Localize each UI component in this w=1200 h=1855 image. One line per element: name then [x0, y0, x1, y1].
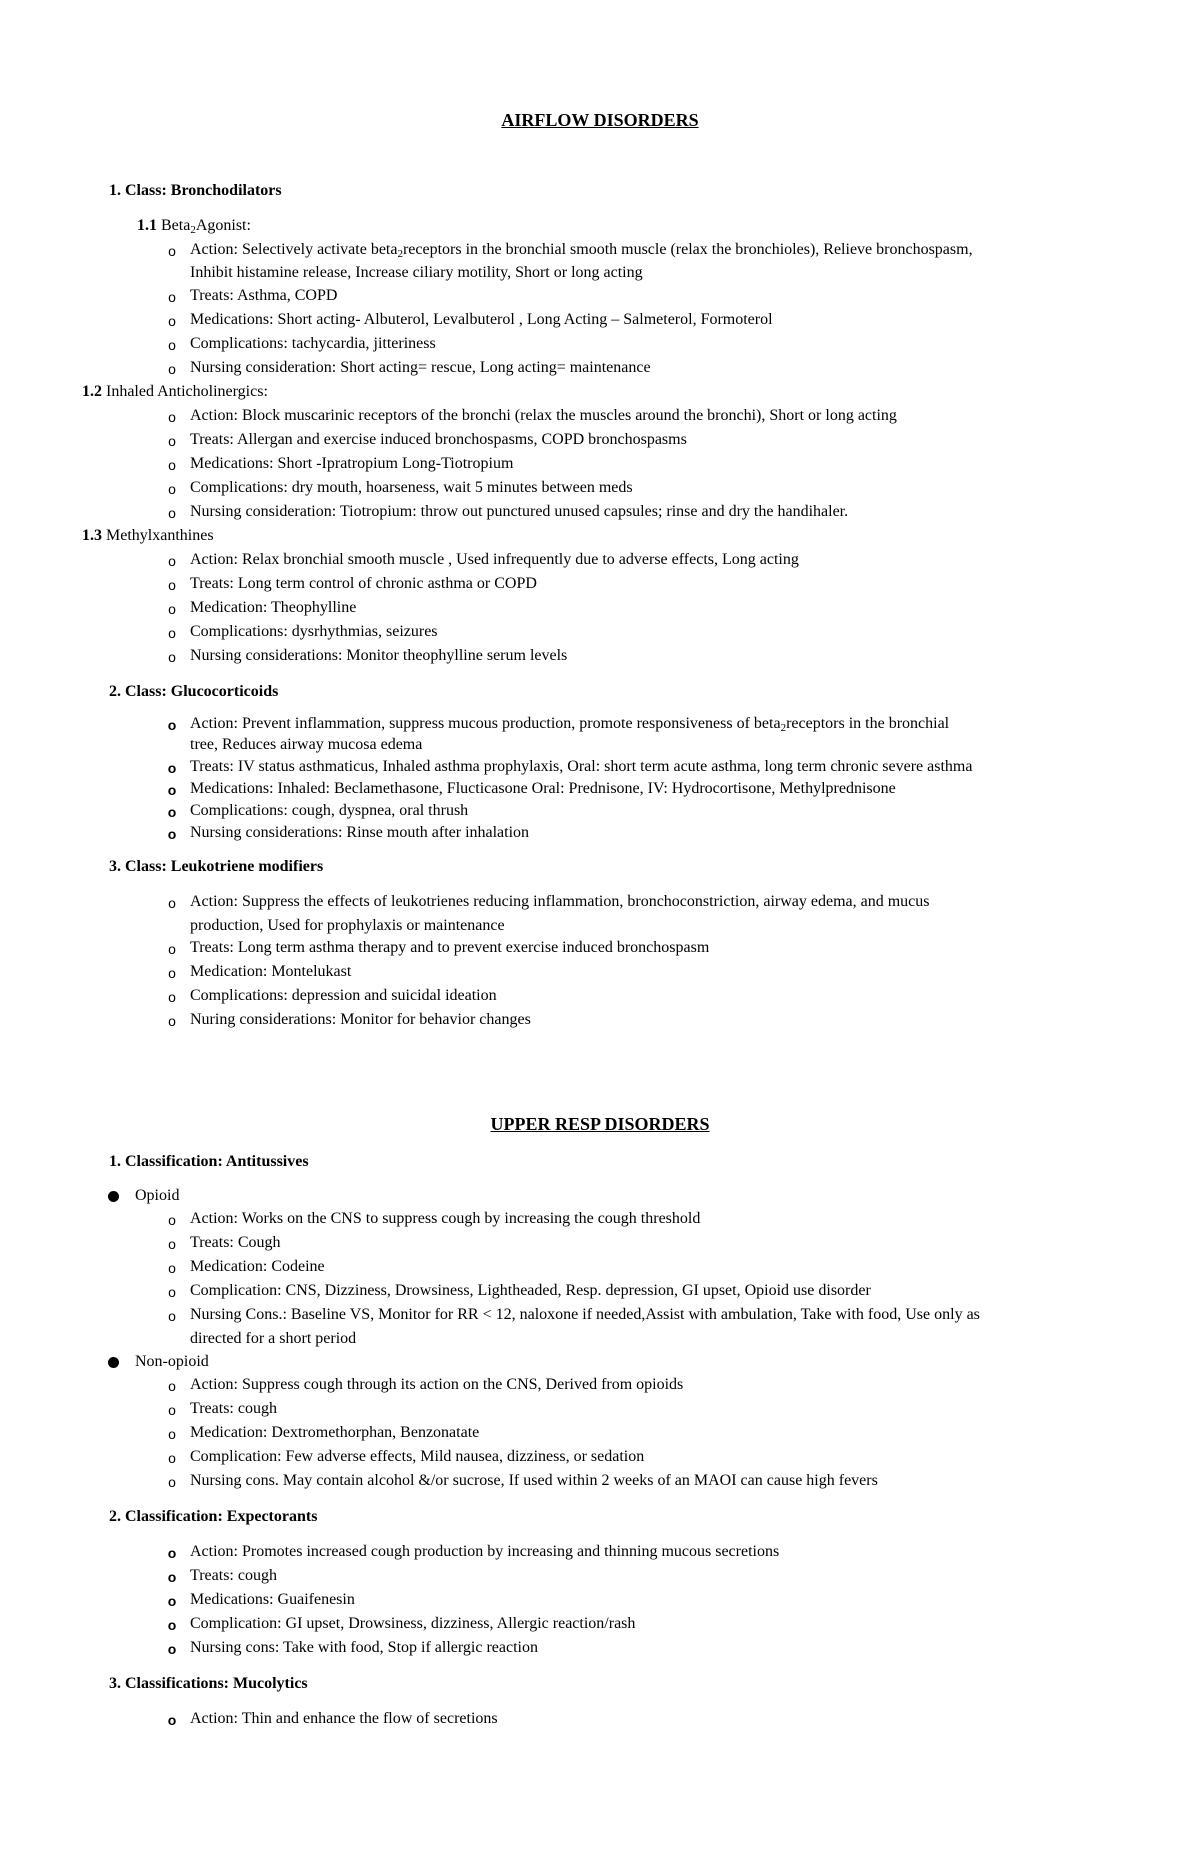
list-item: Action: Suppress the effects of leukotrienes reducing inflammation, bronchoconstriction, airway edema, and mucus [190, 893, 930, 910]
list-item: Nursing cons: Take with food, Stop if allergic reaction [190, 1639, 538, 1656]
list-item: Complication: Few adverse effects, Mild nausea, dizziness, or sedation [190, 1448, 645, 1465]
bullet-icon: o [167, 1641, 177, 1657]
list-item-continuation: directed for a short period [190, 1330, 357, 1347]
bullet-icon: o [168, 337, 176, 353]
bullet-icon: o [168, 1402, 176, 1418]
bullet-icon: o [167, 1545, 177, 1561]
bullet-icon: o [168, 1426, 176, 1442]
upper-class2-label: 2. Classification: Expectorants [109, 1508, 318, 1525]
bullet-icon: o [167, 1617, 177, 1633]
bullet-icon: o [168, 989, 176, 1005]
list-item: Medication: Montelukast [190, 963, 352, 980]
class1-label: 1. Class: Bronchodilators [109, 182, 282, 199]
bullet-icon: o [168, 1236, 176, 1252]
list-item: Treats: Allergan and exercise induced bronchospasms, COPD bronchospasms [190, 431, 687, 448]
list-item: Nursing consideration: Short acting= rescue, Long acting= maintenance [190, 359, 651, 376]
bullet-icon: o [167, 804, 177, 820]
list-item: Nuring considerations: Monitor for behavior changes [190, 1011, 531, 1028]
bullet-icon: o [168, 1308, 176, 1324]
bullet-icon: o [168, 601, 176, 617]
bullet-icon: o [168, 457, 176, 473]
upper-class1-label: 1. Classification: Antitussives [109, 1153, 309, 1170]
bullet-icon: o [168, 1212, 176, 1228]
list-item: Medications: Short acting- Albuterol, Levalbuterol , Long Acting – Salmeterol, Formoterol [190, 311, 773, 328]
list-item: Nursing considerations: Rinse mouth after inhalation [190, 824, 530, 841]
bullet-icon: o [167, 826, 177, 842]
bullet-icon: o [168, 409, 176, 425]
nonopioid-heading: Non-opioid [135, 1353, 209, 1370]
list-item: Treats: IV status asthmaticus, Inhaled asthma prophylaxis, Oral: short term acute asthma, long term chronic severe asthma [190, 758, 973, 775]
bullet-icon: o [168, 505, 176, 521]
list-item: Treats: cough [190, 1400, 277, 1417]
list-item: Medications: Short -Ipratropium Long-Tiotropium [190, 455, 514, 472]
list-item: Medication: Dextromethorphan, Benzonatate [190, 1424, 480, 1441]
bullet-icon: o [168, 1260, 176, 1276]
bullet-icon: o [168, 625, 176, 641]
list-item: Action: Prevent inflammation, suppress mucous production, promote responsiveness of beta$_2$receptors in the bronchial [190, 715, 950, 734]
bullet-icon: o [167, 717, 177, 733]
list-item: Action: Works on the CNS to suppress cough by increasing the cough threshold [190, 1210, 701, 1227]
bullet-dot-icon [108, 1191, 119, 1202]
opioid-heading: Opioid [135, 1187, 180, 1204]
bullet-icon: o [168, 941, 176, 957]
bullet-dot-icon [108, 1357, 119, 1368]
sub3-heading: 1.3 Methylxanthines [82, 527, 214, 544]
list-item: Nursing consideration: Tiotropium: throw out punctured unused capsules; rinse and dry the handihaler. [190, 503, 849, 520]
bullet-icon: o [168, 1474, 176, 1490]
bullet-icon: o [168, 1013, 176, 1029]
airflow-title: AIRFLOW DISORDERS [501, 110, 699, 130]
bullet-icon: o [168, 361, 176, 377]
list-item: Action: Promotes increased cough production by increasing and thinning mucous secretions [190, 1543, 780, 1560]
bullet-icon: o [167, 1593, 177, 1609]
bullet-icon: o [168, 1378, 176, 1394]
list-item: Action: Relax bronchial smooth muscle , Used infrequently due to adverse effects, Long acting [190, 551, 799, 568]
upper-title: UPPER RESP DISORDERS [490, 1114, 710, 1134]
upper-class3-label: 3. Classifications: Mucolytics [109, 1675, 308, 1692]
bullet-icon: o [168, 577, 176, 593]
sub2-heading: 1.2 Inhaled Anticholinergics: [82, 383, 268, 400]
bullet-icon: o [167, 782, 177, 798]
list-item: Complication: GI upset, Drowsiness, dizziness, Allergic reaction/rash [190, 1615, 636, 1632]
class3-label: 3. Class: Leukotriene modifiers [109, 858, 324, 875]
list-item: Complications: depression and suicidal ideation [190, 987, 497, 1004]
bullet-icon: o [168, 895, 176, 911]
bullet-icon: o [168, 289, 176, 305]
list-item: Medication: Theophylline [190, 599, 357, 616]
bullet-icon: o [167, 1712, 177, 1728]
class2-label: 2. Class: Glucocorticoids [109, 683, 279, 700]
bullet-icon: o [167, 760, 177, 776]
list-item: Nursing cons. May contain alcohol &/or sucrose, If used within 2 weeks of an MAOI can cause high fevers [190, 1472, 878, 1489]
list-item: Complications: dysrhythmias, seizures [190, 623, 438, 640]
bullet-icon: o [168, 1450, 176, 1466]
bullet-icon: o [168, 243, 176, 259]
list-item: Medications: Guaifenesin [190, 1591, 355, 1608]
list-item: Treats: Cough [190, 1234, 281, 1251]
list-item: Action: Selectively activate beta$_2$receptors in the bronchial smooth muscle (relax the bronchioles), Relieve bronchospasm, [190, 241, 973, 260]
list-item: Complication: CNS, Dizziness, Drowsiness, Lightheaded, Resp. depression, GI upset, Opioid use disorder [190, 1282, 871, 1299]
list-item: Treats: Long term control of chronic asthma or COPD [190, 575, 537, 592]
list-item: Complications: cough, dyspnea, oral thrush [190, 802, 469, 819]
bullet-icon: o [168, 433, 176, 449]
list-item-continuation: tree, Reduces airway mucosa edema [190, 736, 423, 753]
list-item: Nursing considerations: Monitor theophylline serum levels [190, 647, 568, 664]
sub1-heading: 1.1 Beta$_2$Agonist: [137, 217, 251, 236]
bullet-icon: o [167, 1569, 177, 1585]
bullet-icon: o [168, 313, 176, 329]
list-item: Treats: cough [190, 1567, 277, 1584]
list-item: Action: Thin and enhance the flow of secretions [190, 1710, 498, 1727]
list-item: Complications: dry mouth, hoarseness, wait 5 minutes between meds [190, 479, 633, 496]
list-item-continuation: Inhibit histamine release, Increase ciliary motility, Short or long acting [190, 264, 643, 281]
list-item: Treats: Asthma, COPD [190, 287, 338, 304]
list-item: Action: Block muscarinic receptors of the bronchi (relax the muscles around the bronchi), Short or long acting [190, 407, 897, 424]
list-item: Treats: Long term asthma therapy and to prevent exercise induced bronchospasm [190, 939, 710, 956]
list-item: Complications: tachycardia, jitteriness [190, 335, 436, 352]
bullet-icon: o [168, 1284, 176, 1300]
list-item: Action: Suppress cough through its action on the CNS, Derived from opioids [190, 1376, 684, 1393]
bullet-icon: o [168, 553, 176, 569]
list-item: Nursing Cons.: Baseline VS, Monitor for RR < 12, naloxone if needed,Assist with ambulation, Take with food, Use only as [190, 1306, 980, 1323]
list-item: Medication: Codeine [190, 1258, 325, 1275]
bullet-icon: o [168, 965, 176, 981]
bullet-icon: o [168, 649, 176, 665]
bullet-icon: o [168, 481, 176, 497]
list-item: Medications: Inhaled: Beclamethasone, Flucticasone Oral: Prednisone, IV: Hydrocortisone, Methylprednisone [190, 780, 896, 797]
list-item-continuation: production, Used for prophylaxis or maintenance [190, 917, 505, 934]
